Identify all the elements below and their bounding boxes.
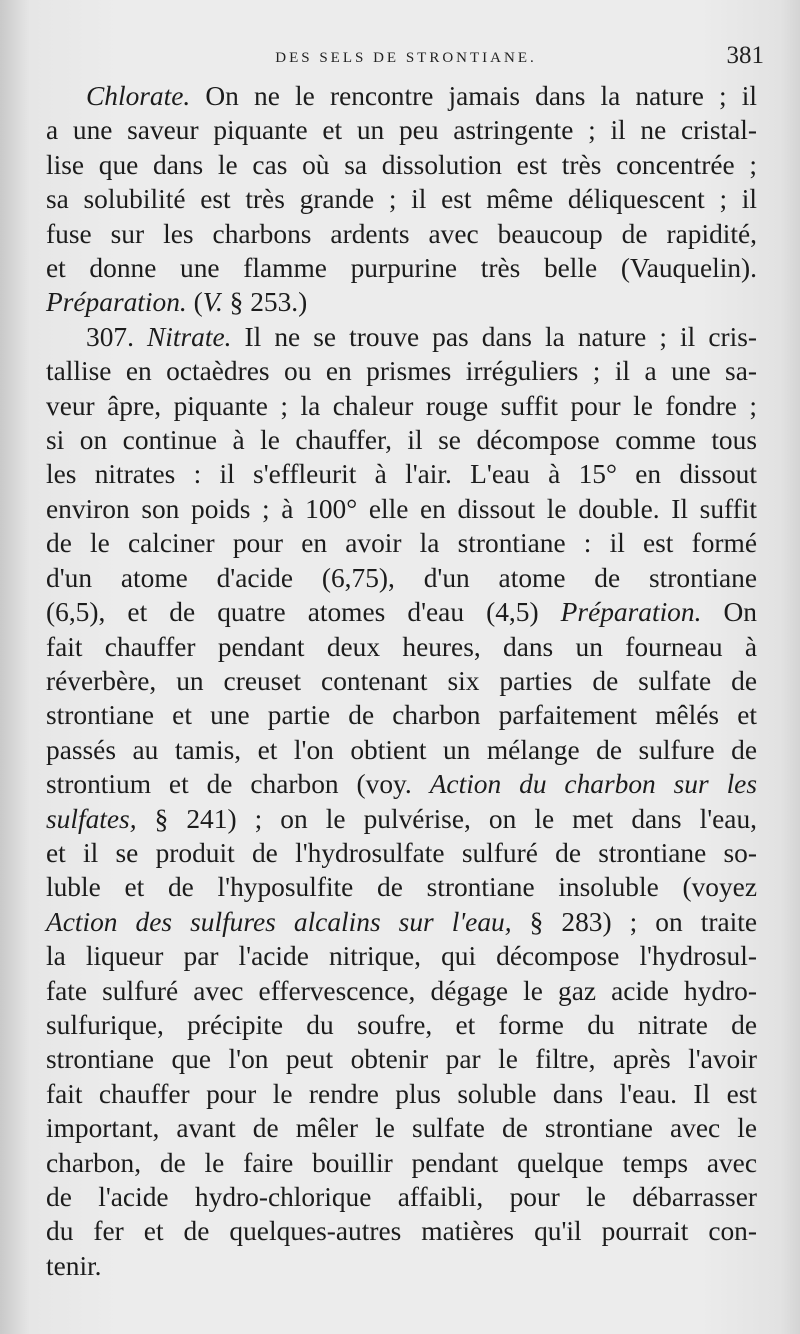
preparation-label: Préparation.: [46, 287, 187, 318]
line-text: (6,5), et de quatre atomes d'eau (4,5): [46, 597, 561, 628]
text-line: fait chauffer pour le rendre plus soluble dans l'eau. Il est: [46, 1078, 757, 1109]
text-line: [46, 905, 757, 939]
text-line: fuse sur les charbons ardents avec beaucoup de rapidité,: [46, 218, 757, 249]
cross-reference-title: sulfates,: [46, 803, 137, 834]
page-number: 381: [726, 42, 764, 69]
text-line: si on continue à le chauffer, il se décompose comme tous: [46, 425, 757, 456]
text-line: du fer et de quelques-autres matières qu'il pourrait con-: [46, 1216, 757, 1247]
text-line: réverbère, un creuset contenant six parties de sulfate de: [46, 665, 757, 696]
text-line: d'un atome d'acide (6,75), d'un atome de strontiane: [46, 562, 757, 593]
text-line: charbon, de le faire bouillir pendant quelque temps avec: [46, 1147, 757, 1178]
line-text: § 253.): [222, 287, 308, 318]
line-text: Il ne se trouve pas dans la nature ; il cris-: [231, 321, 757, 352]
line-text: On: [701, 597, 757, 628]
text-line: important, avant de mêler le sulfate de strontiane avec le: [46, 1113, 757, 1144]
text-line: de l'acide hydro-chlorique affaibli, pour le débarrasser: [46, 1182, 757, 1212]
text-line: de le calciner pour en avoir la strontiane : il est formé: [46, 528, 757, 559]
line-text: § 283) ; on traite: [511, 906, 757, 937]
text-line: [46, 595, 757, 629]
text-line: la liqueur par l'acide nitrique, qui décompose l'hydrosul-: [46, 941, 757, 972]
cross-reference-title: Action du charbon sur les: [429, 769, 757, 800]
cross-reference-title: Action des sulfures alcalins sur l'eau,: [46, 906, 512, 937]
text-line: tenir.: [46, 1250, 102, 1281]
text-line: et il se produit de l'hydrosulfate sulfuré de strontiane so-: [46, 837, 757, 868]
line-text: On ne le rencontre jamais dans la nature ; il: [190, 81, 757, 111]
text-line: lise que dans le cas où sa dissolution est très concentrée ;: [46, 149, 757, 180]
text-line: [46, 767, 757, 801]
text-line: passés au tamis, et l'on obtient un mélange de sulfure de: [46, 734, 757, 765]
line-text: § 241) ; on le pulvérise, on le met dans l'eau,: [136, 803, 757, 834]
text-line: environ son poids ; à 100° elle en dissout le double. Il suffit: [46, 493, 757, 524]
line-text: (: [186, 287, 203, 318]
section-heading-chlorate: Chlorate.: [86, 81, 191, 111]
text-line: strontiane que l'on peut obtenir par le filtre, après l'avoir: [46, 1044, 757, 1075]
text-line: sa solubilité est très grande ; il est même déliquescent ; il: [46, 184, 757, 215]
line-text: strontium et de charbon (voy.: [46, 769, 430, 800]
paragraph-number: 307.: [86, 321, 134, 352]
page-header: [48, 42, 764, 76]
section-heading-nitrate: Nitrate.: [147, 321, 232, 352]
text-line: luble et de l'hyposulfite de strontiane insoluble (voyez: [46, 872, 757, 903]
text-line: fate sulfuré avec effervescence, dégage le gaz acide hydro-: [46, 975, 757, 1006]
text-line: veur âpre, piquante ; la chaleur rouge suffit pour le fondre ;: [46, 390, 757, 421]
text-line: [46, 79, 757, 113]
text-line: [46, 802, 757, 836]
text-line: strontiane et une partie de charbon parfaitement mêlés et: [46, 700, 757, 731]
text-line: et donne une flamme purpurine très belle (Vauquelin).: [46, 253, 757, 284]
text-line: sulfurique, précipite du soufre, et forme du nitrate de: [46, 1009, 757, 1040]
text-line: les nitrates : il s'effleurit à l'air. L'eau à 15° en dissout: [46, 459, 757, 490]
text-line: a une saveur piquante et un peu astringente ; il ne cristal-: [46, 115, 757, 146]
preparation-label: Préparation.: [560, 597, 702, 628]
reference-v: V.: [202, 287, 223, 318]
text-line: [46, 320, 757, 354]
text-line: tallise en octaèdres ou en prismes irréguliers ; il a une sa-: [46, 356, 757, 387]
text-line: [46, 285, 757, 319]
running-title: DES SELS DE STRONTIANE.: [275, 50, 537, 66]
body-text: [46, 79, 757, 1283]
text-line: fait chauffer pendant deux heures, dans un fourneau à: [46, 631, 757, 662]
